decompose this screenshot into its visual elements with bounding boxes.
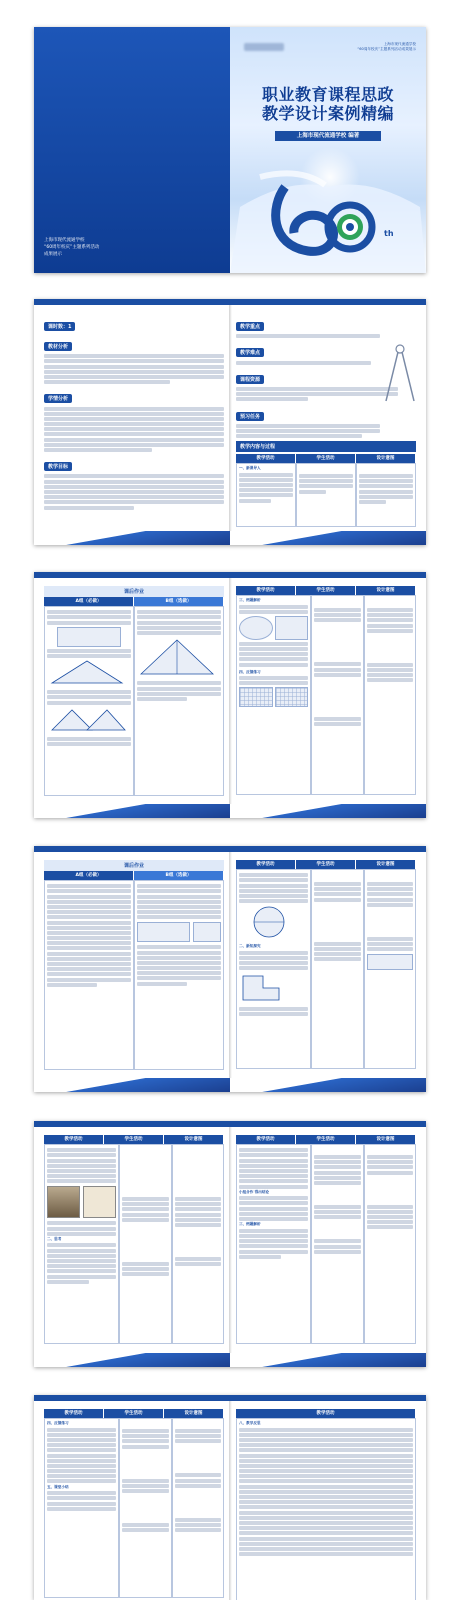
spread-2-right: [230, 572, 426, 818]
compass-icon: [380, 343, 420, 403]
section-preview-task: 预习任务: [236, 412, 264, 421]
lesson-hours: 课时数：1: [44, 322, 75, 331]
anniversary-emblem: [230, 147, 426, 273]
spread-1-left: [34, 299, 230, 545]
homework-header: A组（必做） B组（选做）: [44, 597, 224, 606]
triangles-figure: [47, 706, 127, 732]
anniversary-suffix: th: [384, 229, 394, 238]
process-table-header: 教学活动 学生活动 设计意图: [44, 1135, 224, 1144]
process-table-header: 教学活动: [236, 1409, 416, 1418]
cover-spread: [34, 27, 426, 273]
table-row: [236, 463, 416, 527]
reflection-heading: 八、教学反思: [239, 1421, 261, 1425]
spread-5-right: [230, 1395, 426, 1600]
exploration-heading: 二、新知探究: [239, 944, 261, 949]
think-heading: 二、思考: [47, 1236, 62, 1241]
spread-2: [34, 572, 426, 818]
table-row: [236, 1144, 416, 1344]
front-top-note: 上海市现代流通学校 “60周年校庆”主题系列活动成果展示: [357, 42, 416, 51]
spread-4-left: [34, 1121, 230, 1367]
spread-2-left: [34, 572, 230, 818]
back-cover: [34, 27, 230, 273]
section-textbook-analysis: 教材分析: [44, 342, 72, 351]
book-image: [83, 1186, 116, 1218]
section-content-process: 教学内容与过程: [236, 441, 416, 452]
portrait-image: [47, 1186, 80, 1218]
spread-5: [34, 1395, 426, 1600]
section-difficulties: 教学难点: [236, 348, 264, 357]
section-objectives: 教学目标: [44, 462, 72, 471]
spread-3-right: [230, 846, 426, 1092]
process-table-header: 教学活动 学生活动 设计意图: [236, 1135, 416, 1144]
table-row: [44, 606, 224, 796]
spread-1-right: [230, 299, 426, 545]
row-heading: 一、新课导入: [239, 466, 261, 471]
table-row: [236, 595, 416, 795]
table-row: [236, 869, 416, 1069]
spread-3: [34, 846, 426, 1092]
homework-title: 课后作业: [44, 586, 224, 597]
table-row: [44, 1144, 224, 1344]
spread-5-left: [34, 1395, 230, 1600]
front-cover: [230, 27, 426, 273]
circle-figure: [239, 904, 299, 940]
back-cover-text: 上海市现代流通学校 “60周年校庆”主题系列活动 成果展示: [44, 238, 100, 257]
geometry-figure: [137, 636, 217, 676]
spread-1: [34, 299, 426, 545]
shape-figure: [239, 972, 299, 1002]
group-work-heading: 小组合作 得出结论: [239, 1189, 270, 1194]
practice-heading: 四、反馈练习: [239, 669, 261, 674]
process-table-header: 教学活动 学生活动 设计意图: [236, 454, 416, 463]
practice-heading: 四、反馈练习: [47, 1421, 69, 1425]
spread-4-right: [230, 1121, 426, 1367]
homework-header: A组（必做） B组（选做）: [44, 871, 224, 880]
table-row: [44, 880, 224, 1070]
spread-3-left: [34, 846, 230, 1092]
homework-title: 课后作业: [44, 860, 224, 871]
cover-subtitle: 上海市现代流通学校 编著: [275, 131, 381, 141]
example-heading: 三、例题解析: [239, 1222, 261, 1227]
triangle-figure: [47, 659, 127, 685]
table-row: [236, 1418, 416, 1600]
section-resources: 课程资源: [236, 375, 264, 384]
example-heading: 三、例题解析: [239, 598, 261, 602]
section-learner-analysis: 学情分析: [44, 394, 72, 403]
summary-heading: 五、课堂小结: [47, 1484, 69, 1489]
process-table-header: 教学活动 学生活动 设计意图: [44, 1409, 224, 1418]
cover-title: 职业教育课程思政 教学设计案例精编: [261, 85, 394, 123]
process-table-header: 教学活动 学生活动 设计意图: [236, 586, 416, 595]
spread-4: [34, 1121, 426, 1367]
process-table-header: 教学活动 学生活动 设计意图: [236, 860, 416, 869]
table-row: [44, 1418, 224, 1598]
school-logo: [244, 43, 284, 51]
section-key-points: 教学重点: [236, 322, 264, 331]
